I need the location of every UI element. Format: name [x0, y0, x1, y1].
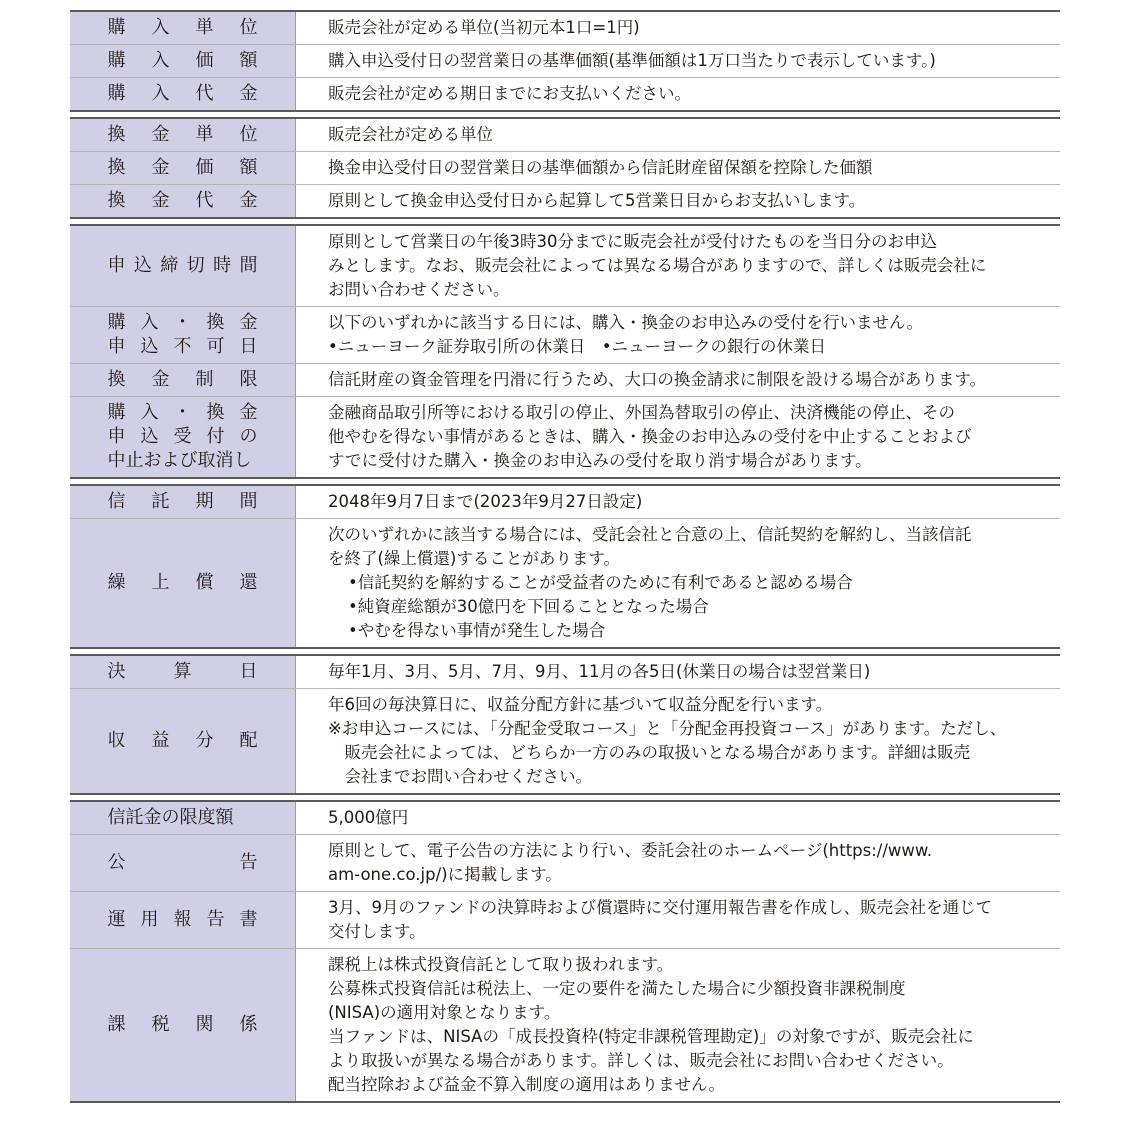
table-row: [70, 119, 1060, 151]
row-label-cell: [70, 185, 296, 217]
table-row: [70, 151, 1060, 184]
row-content: [296, 119, 1060, 151]
row-label: 信 託 期 間: [107, 491, 258, 512]
row-text: 毎年1月、3月、5月、7月、9月、11月の各5日(休業日の場合は翌営業日): [328, 662, 871, 681]
row-text: 金融商品取引所等における取引の停止、外国為替取引の停止、決済機能の停止、その 他やむを得ない事情があるときは、購入・換金のお申込みの受付を中止することおよび すでに受付けた購入・換金のお申込みの受付を取り消す場合があります。: [328, 403, 972, 470]
row-content: [296, 12, 1060, 44]
row-label-cell: [70, 226, 296, 306]
row-label: 申 込 不 可 日: [107, 336, 258, 357]
table-group: [70, 484, 1060, 649]
row-text: 課税上は株式投資信託として取り扱われます。 公募株式投資信託は税法上、一定の要件を満たした場合に少額投資非課税制度 (NISA)の適用対象となります。 当ファンドは、NISAの「成長投資枠(特定非課税管理勘定)」の対象ですが、販売会社に より取扱いが異なる場合があります。詳しくは、販売会社にお問い合わせください。 配当控除および益金不算入制度の適用はありません。: [328, 955, 974, 1094]
row-label-cell: [70, 12, 296, 44]
row-label-cell: [70, 78, 296, 110]
row-content: [296, 689, 1060, 793]
table-row: [70, 486, 1060, 518]
row-content: [296, 802, 1060, 834]
fund-terms-table: [70, 10, 1060, 1108]
row-content: [296, 45, 1060, 77]
row-label-cell: [70, 119, 296, 151]
row-label: 公 告: [107, 852, 258, 873]
row-label-cell: [70, 45, 296, 77]
row-label: 収 益 分 配: [107, 730, 258, 751]
row-label-cell: [70, 364, 296, 396]
row-content: [296, 949, 1060, 1101]
row-text: 5,000億円: [328, 808, 409, 827]
row-label: 購 入 単 位: [107, 17, 258, 38]
table-group: [70, 800, 1060, 1103]
bullet-item: •純資産総額が30億円を下回ることとなった場合: [348, 597, 709, 616]
row-text: 販売会社が定める単位: [328, 125, 493, 144]
row-label: 購 入 ・ 換 金: [107, 402, 258, 423]
table-row: [70, 834, 1060, 891]
row-label-cell: [70, 307, 296, 363]
row-text: 販売会社が定める期日までにお支払いください。: [328, 84, 691, 103]
row-text: 3月、9月のファンドの決算時および償還時に交付運用報告書を作成し、販売会社を通じて 交付します。: [328, 898, 993, 941]
table-row: [70, 226, 1060, 306]
table-group: [70, 117, 1060, 219]
row-label: 課 税 関 係: [107, 1014, 258, 1035]
row-label: 換 金 制 限: [107, 369, 258, 390]
row-label-cell: [70, 486, 296, 518]
table-group: [70, 654, 1060, 795]
row-text: 信託財産の資金管理を円滑に行うため、大口の換金請求に制限を設ける場合があります。: [328, 370, 987, 389]
row-label: 購 入 代 金: [107, 83, 258, 104]
row-label: 換 金 代 金: [107, 190, 258, 211]
table-row: [70, 656, 1060, 688]
row-content: [296, 78, 1060, 110]
row-text: 原則として営業日の午後3時30分までに販売会社が受付けたものを当日分のお申込 みとします。なお、販売会社によっては異なる場合がありますので、詳しくは販売会社に お問い合わせください。: [328, 232, 987, 299]
table-row: [70, 891, 1060, 948]
row-text: 購入申込受付日の翌営業日の基準価額(基準価額は1万口当たりで表示しています。): [328, 51, 936, 70]
row-label: 換 金 単 位: [107, 124, 258, 145]
table-row: [70, 77, 1060, 110]
row-label-cell: [70, 519, 296, 647]
table-row: [70, 44, 1060, 77]
row-text: 原則として、電子公告の方法により行い、委託会社のホームページ(https://www. am-one.co.jp/)に掲載します。: [328, 841, 933, 884]
table-row: [70, 12, 1060, 44]
row-label: 申 込 締 切 時 間: [107, 255, 258, 276]
row-text: 原則として換金申込受付日から起算して5営業日目からお支払いします。: [328, 191, 866, 210]
row-label: 信託金の限度額: [107, 807, 234, 828]
row-text: 換金申込受付日の翌営業日の基準価額から信託財産留保額を控除した価額: [328, 158, 873, 177]
table-row: [70, 688, 1060, 793]
row-label-cell: [70, 152, 296, 184]
row-label-cell: [70, 802, 296, 834]
row-content: [296, 364, 1060, 396]
row-content: [296, 226, 1060, 306]
row-content: [296, 397, 1060, 477]
row-label-cell: [70, 689, 296, 793]
bullet-item: •信託契約を解約することが受益者のために有利であると認める場合: [348, 573, 853, 592]
table-row: [70, 396, 1060, 477]
row-label-cell: [70, 835, 296, 891]
table-group: [70, 10, 1060, 112]
table-row: [70, 306, 1060, 363]
row-text: 販売会社が定める単位(当初元本1口=1円): [328, 18, 640, 37]
row-content: [296, 307, 1060, 363]
table-row: [70, 518, 1060, 647]
row-content: [296, 486, 1060, 518]
row-label-cell: [70, 892, 296, 948]
table-row: [70, 948, 1060, 1101]
row-content: [296, 892, 1060, 948]
row-content: [296, 656, 1060, 688]
row-content: [296, 152, 1060, 184]
table-group: [70, 224, 1060, 479]
row-label: 運 用 報 告 書: [107, 909, 258, 930]
row-label: 決 算 日: [107, 661, 258, 682]
row-text: 次のいずれかに該当する場合には、受託会社と合意の上、信託契約を解約し、当該信託 を終了(繰上償還)することがあります。: [328, 525, 972, 568]
row-label: 購 入 価 額: [107, 50, 258, 71]
row-label-cell: [70, 397, 296, 477]
table-row: [70, 802, 1060, 834]
row-text: 以下のいずれかに該当する日には、購入・換金のお申込みの受付を行いません。 •ニューヨーク証券取引所の休業日 •ニューヨークの銀行の休業日: [328, 313, 923, 356]
row-label: 繰 上 償 還: [107, 572, 258, 593]
row-text: 2048年9月7日まで(2023年9月27日設定): [328, 492, 643, 511]
row-text: 年6回の毎決算日に、収益分配方針に基づいて収益分配を行います。 ※お申込コースには、「分配金受取コース」と「分配金再投資コース」があります。ただし、 販売会社によっては、どちらか一方のみの取扱いとなる場合があります。詳細は販売 会社までお問い合わせください。: [328, 695, 1007, 786]
table-row: [70, 363, 1060, 396]
bullet-item: •やむを得ない事情が発生した場合: [348, 621, 606, 640]
row-label-cell: [70, 949, 296, 1101]
row-label: 換 金 価 額: [107, 157, 258, 178]
row-label: 申 込 受 付 の: [107, 426, 258, 447]
row-label-cell: [70, 656, 296, 688]
row-content: [296, 519, 1060, 647]
row-content: [296, 835, 1060, 891]
table-row: [70, 184, 1060, 217]
row-label: 中止および取消し: [107, 450, 252, 471]
row-content: [296, 185, 1060, 217]
row-label: 購 入 ・ 換 金: [107, 312, 258, 333]
